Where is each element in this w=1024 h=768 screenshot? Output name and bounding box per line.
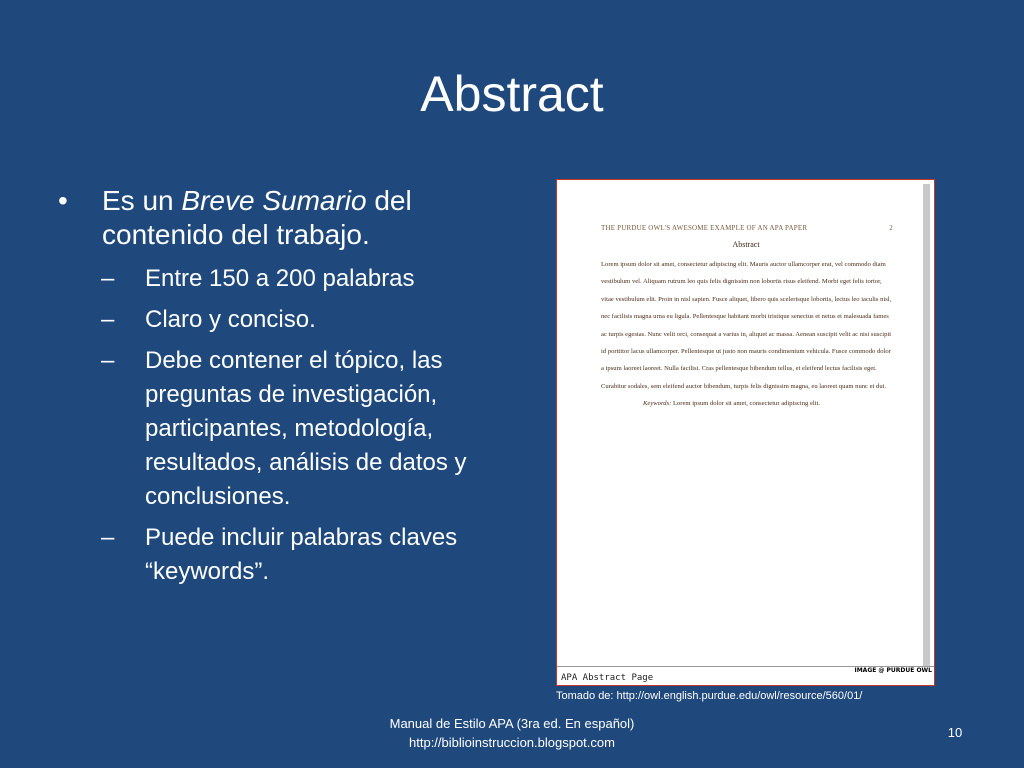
dash-marker: – — [101, 306, 115, 333]
sub-bullet-item — [101, 521, 478, 589]
sub-bullet-text: Entre 150 a 200 palabras — [145, 265, 415, 292]
footer-line-1: Manual de Estilo APA (3ra ed. En español) — [389, 716, 635, 731]
bullet-list — [58, 184, 478, 596]
bullet-text-end: del contenido del trabajo. — [102, 185, 412, 250]
running-head — [601, 224, 893, 232]
dash-marker: – — [101, 524, 115, 551]
document-body — [601, 256, 893, 413]
image-caption-bar — [557, 666, 934, 685]
sub-bullet-text: Claro y conciso. — [145, 306, 316, 333]
bullet-text-emphasis: Breve Sumario — [181, 185, 367, 216]
keywords-label: Keywords: — [643, 400, 672, 408]
dash-marker: – — [101, 265, 115, 292]
sub-bullet-list — [58, 262, 478, 589]
sub-bullet-item — [101, 303, 478, 337]
apa-example-image — [556, 179, 935, 686]
bullet-marker: • — [58, 185, 68, 216]
dash-marker: – — [101, 347, 115, 374]
sub-bullet-text: Debe contener el tópico, las preguntas de investigación, participantes, metodología, resultados, análisis de datos y conclusiones. — [145, 347, 467, 510]
sub-bullet-item — [101, 262, 478, 296]
bullet-item — [58, 184, 478, 252]
document-page-number: 2 — [889, 224, 893, 232]
source-note: Tomado de: http://owl.english.purdue.edu/owl/resource/560/01/ — [556, 690, 863, 702]
document-page — [561, 184, 930, 670]
image-credit: IMAGE @ PURDUE OWL — [854, 667, 932, 674]
sub-bullet-text: Puede incluir palabras claves “keywords”. — [145, 524, 458, 585]
abstract-paragraph: Lorem ipsum dolor sit amet, consectetur adipiscing elit. Mauris auctor ullamcorper erat, vel commodo diam vestibulum vel. Aliquam rutrum leo quis felis dignissim non lobortis risus eleifend. Morbi eget felis tortor, vitae vestibulum elit. Proin in nisl sapien. Fusce aliquet, libero quis scelerisque lobortis, lectus leo iaculis nisl, nec facilisis magna urna eu ligula. Pellentesque habitant morbi tristique senectus et netus et malesuada fames ac turpis egestas. Nunc velit orci, consequat a varius in, aliquet ac massa. Aenean suscipit velit ac nisi suscipit id porttitor lacus ullamcorper. Pellentesque ut justo non mauris condimentum vehicula. Fusce commodo dolor a ipsum laoreet laoreet. Nulla facilisi. Cras pellentesque bibendum tellus, et eleifend lectus facilisis eget. Curabitur sodales, sem eleifend auctor bibendum, turpis felis dignissim magna, eu laoreet quam nunc et dui. — [601, 261, 892, 390]
document-title: Abstract — [732, 240, 760, 249]
keywords-text: Lorem ipsum dolor sit amet, consectetur adipiscing elit. — [671, 400, 821, 408]
slide-number: 10 — [947, 725, 963, 740]
bullet-text — [102, 185, 412, 250]
sub-bullet-item — [101, 344, 478, 514]
keywords-line — [601, 395, 893, 412]
running-head-text: THE PURDUE OWL'S AWESOME EXAMPLE OF AN APA PAPER — [601, 224, 808, 232]
footer-line-2: http://biblioinstruccion.blogspot.com — [409, 735, 615, 750]
image-caption: APA Abstract Page — [561, 673, 654, 683]
bullet-text-start: Es un — [102, 185, 182, 216]
slide-title: Abstract — [420, 66, 604, 122]
slide-footer — [312, 714, 712, 752]
